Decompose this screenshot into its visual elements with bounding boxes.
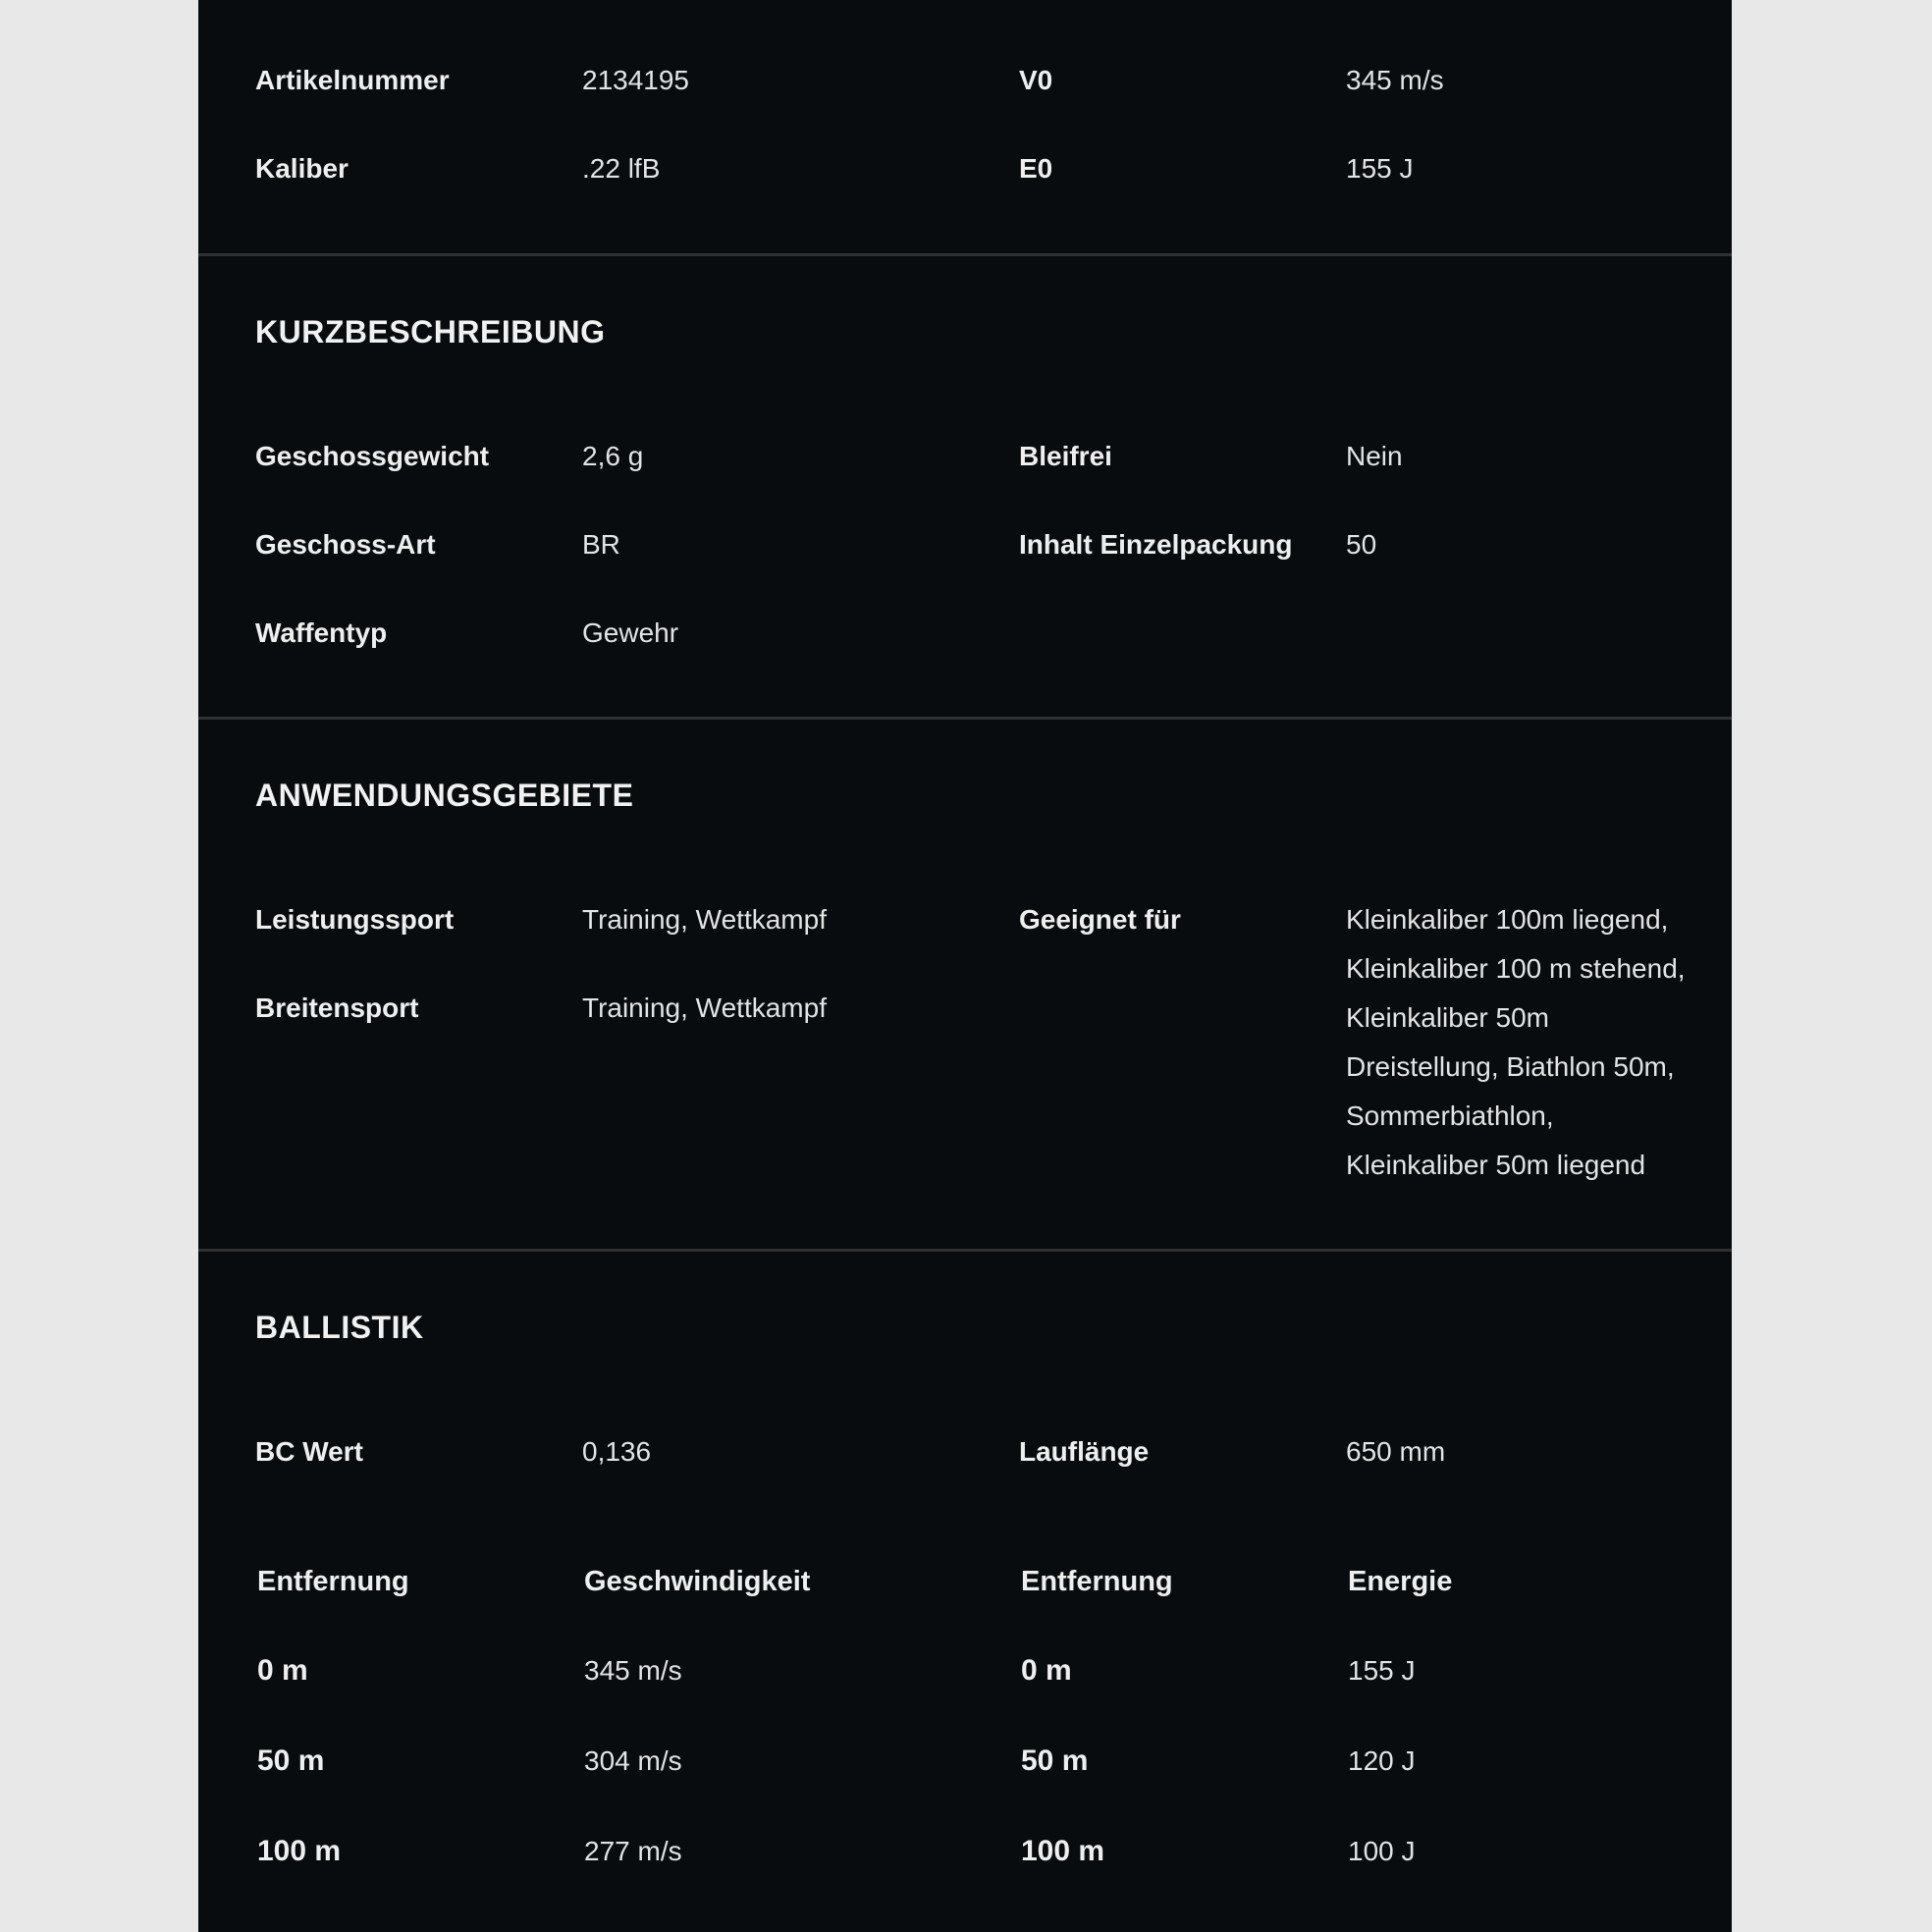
- caliber-label: Kaliber: [255, 153, 349, 184]
- v0-value: 345 m/s: [1346, 65, 1444, 95]
- recreational-sport-label: Breitensport: [255, 993, 419, 1023]
- table-row-distance: 0 m: [257, 1654, 308, 1687]
- table-row-energy: 100 J: [1348, 1836, 1416, 1866]
- pack-content-label: Inhalt Einzelpackung: [1019, 529, 1293, 560]
- suitable-for-value: Kleinkaliber 100m liegend, Kleinkaliber 100 m stehend, Kleinkaliber 50m Dreistellung, Biathlon 50m, Sommerbiathlon, Kleinkaliber 50m liegend: [1346, 904, 1686, 1180]
- table-row-velocity: 345 m/s: [584, 1655, 682, 1686]
- barrel-length-value: 650 mm: [1346, 1436, 1446, 1467]
- ballistik-heading: BALLISTIK: [255, 1310, 424, 1345]
- spec-sheet: [198, 0, 1732, 1932]
- table-row-velocity: 304 m/s: [584, 1745, 682, 1776]
- suitable-for-label: Geeignet für: [1019, 904, 1181, 935]
- e0-value: 155 J: [1346, 153, 1414, 184]
- bullet-type-label: Geschoss-Art: [255, 529, 436, 560]
- weapon-type-label: Waffentyp: [255, 617, 388, 648]
- table-row-energy: 155 J: [1348, 1655, 1416, 1686]
- e0-label: E0: [1019, 153, 1053, 184]
- anwendungsgebiete-heading: ANWENDUNGSGEBIETE: [255, 778, 634, 813]
- competitive-sport-value: Training, Wettkampf: [582, 904, 827, 935]
- competitive-sport-label: Leistungssport: [255, 904, 455, 935]
- table-row-distance: 50 m: [257, 1744, 325, 1777]
- kurzbeschreibung-heading: KURZBESCHREIBUNG: [255, 314, 606, 349]
- table-header-distance: Entfernung: [257, 1566, 409, 1597]
- section-divider: [198, 1249, 1732, 1252]
- table-row-energy: 120 J: [1348, 1745, 1416, 1776]
- pack-content-value: 50: [1346, 529, 1377, 560]
- bc-value: 0,136: [582, 1436, 652, 1467]
- bullet-weight-value: 2,6 g: [582, 441, 644, 471]
- v0-label: V0: [1019, 65, 1053, 95]
- bc-value-label: BC Wert: [255, 1436, 363, 1467]
- table-row-distance-2: 50 m: [1021, 1744, 1089, 1777]
- recreational-sport-value: Training, Wettkampf: [582, 993, 827, 1023]
- lead-free-value: Nein: [1346, 441, 1403, 471]
- lead-free-label: Bleifrei: [1019, 441, 1112, 471]
- table-header-energy: Energie: [1348, 1566, 1453, 1597]
- table-header-distance-2: Entfernung: [1021, 1566, 1173, 1597]
- weapon-type-value: Gewehr: [582, 617, 679, 648]
- table-row-distance-2: 100 m: [1021, 1835, 1105, 1867]
- article-number-value: 2134195: [582, 65, 690, 95]
- barrel-length-label: Lauflänge: [1019, 1436, 1150, 1467]
- bullet-weight-label: Geschossgewicht: [255, 441, 490, 471]
- section-divider: [198, 253, 1732, 256]
- bullet-type-value: BR: [582, 529, 620, 560]
- article-number-label: Artikelnummer: [255, 65, 450, 95]
- table-row-distance-2: 0 m: [1021, 1654, 1072, 1687]
- table-row-velocity: 277 m/s: [584, 1836, 682, 1866]
- caliber-value: .22 lfB: [582, 153, 661, 184]
- table-header-velocity: Geschwindigkeit: [584, 1566, 811, 1597]
- table-row-distance: 100 m: [257, 1835, 342, 1867]
- section-divider: [198, 717, 1732, 720]
